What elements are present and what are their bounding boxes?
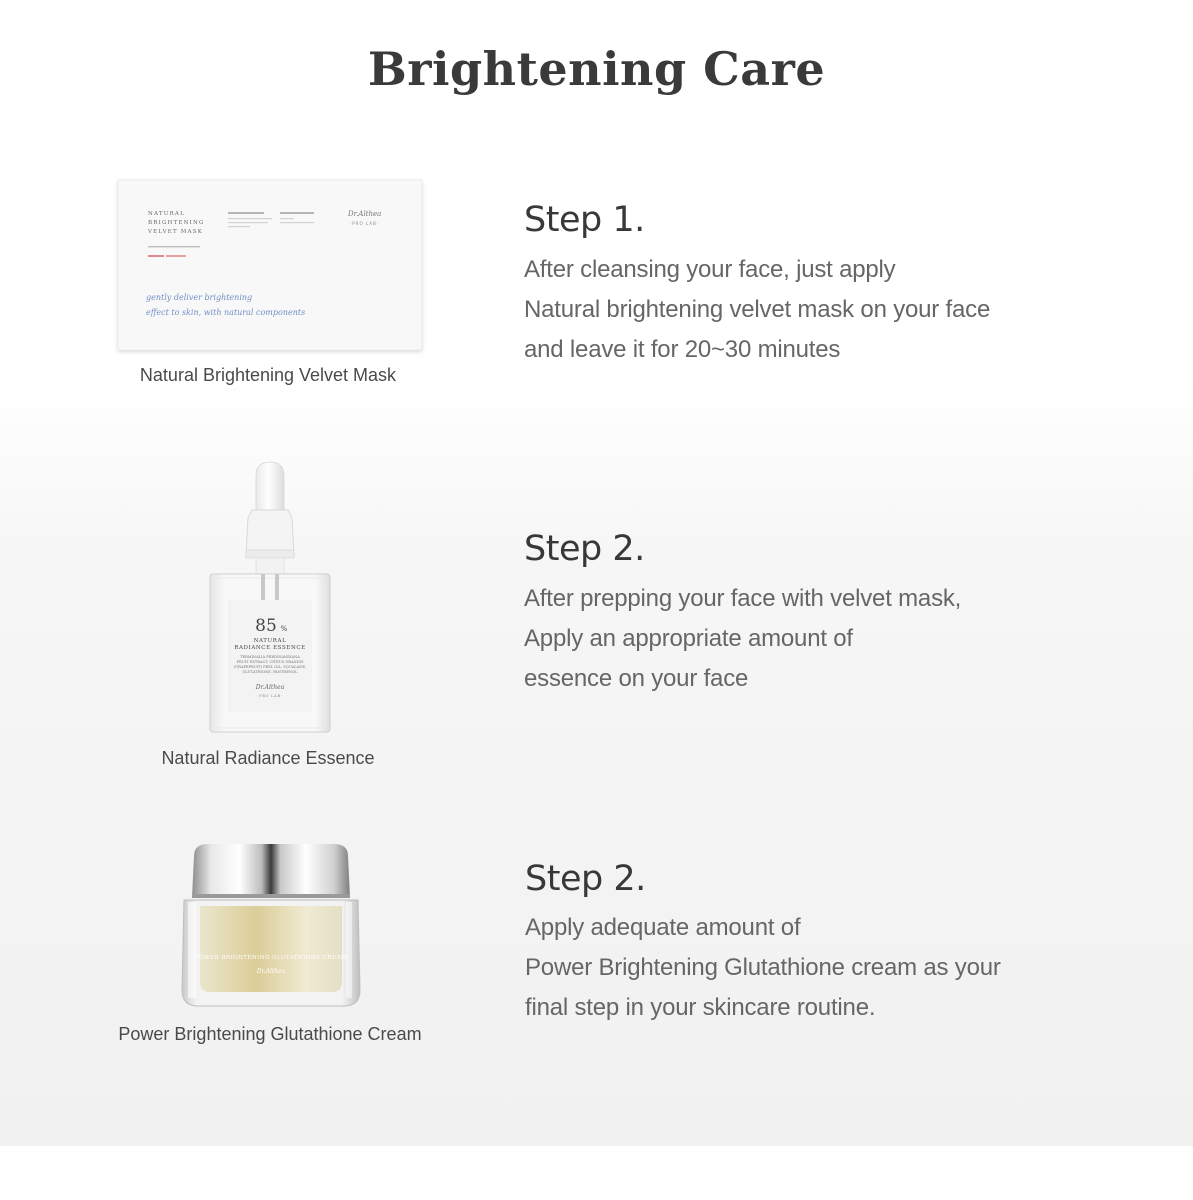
- mask-brand-sub: ·PRO LAB·: [350, 221, 379, 226]
- step-3-line-2: Power Brightening Glutathione cream as your: [525, 954, 1001, 981]
- essence-name-line-2: RADIANCE ESSENCE: [234, 645, 306, 651]
- step-2-line-1: After prepping your face with velvet mask,: [524, 585, 962, 612]
- essence-percent: 85: [255, 616, 277, 636]
- essence-ingredients-1: TERMINALIA FERDINANDIANA: [240, 655, 300, 659]
- step-3-description: [525, 908, 1001, 1028]
- step-2-title: Step 2.: [524, 529, 645, 569]
- step-1-description: [524, 250, 990, 370]
- mask-handwriting-line-1: gently deliver brightening: [146, 293, 253, 302]
- mask-brand: Dr.Althea: [348, 210, 382, 218]
- cream-jar-brand: Dr.Althea: [256, 968, 286, 975]
- step-1-title: Step 1.: [524, 200, 645, 240]
- step-1-line-1: After cleansing your face, just apply: [524, 256, 896, 283]
- cream-jar-name: POWER BRIGHTENING GLUTATHIONE CREAM: [194, 955, 348, 961]
- essence-ingredients-2: FRUIT EXTRACT, CITRUS GRANDIS: [236, 660, 304, 664]
- mask-pack-icon: [112, 176, 428, 356]
- dropper-bottle-icon: [200, 460, 340, 738]
- essence-percent-sign: %: [280, 625, 288, 633]
- essence-ingredients-4: GLUTATHIONE, PANTHENOL: [242, 670, 298, 674]
- mask-name-line-1: NATURAL: [148, 211, 185, 217]
- mask-name-line-3: VELVET MASK: [148, 229, 204, 235]
- step-3-title: Step 2.: [525, 859, 646, 899]
- step-3-line-1: Apply adequate amount of: [525, 914, 801, 941]
- step-2-description: [524, 579, 961, 699]
- product-caption-mask: Natural Brightening Velvet Mask: [139, 365, 397, 385]
- step-1-line-2: Natural brightening velvet mask on your face: [524, 296, 991, 323]
- step-1-line-3: and leave it for 20~30 minutes: [524, 336, 841, 363]
- step-3-line-3: final step in your skincare routine.: [525, 994, 876, 1021]
- essence-name-line-1: NATURAL: [253, 638, 287, 644]
- essence-brand-sub: ·PRO LAB·: [257, 694, 283, 698]
- essence-brand: Dr.Althea: [255, 684, 285, 691]
- cream-jar-icon: [178, 840, 364, 1012]
- step-2-line-3: essence on your face: [524, 665, 749, 692]
- essence-ingredients-3: (GRAPEFRUIT) PEEL OIL, SQUALANE,: [233, 665, 307, 669]
- page-title: Brightening Care: [367, 42, 826, 96]
- product-caption-essence: Natural Radiance Essence: [161, 748, 375, 768]
- step-2-line-2: Apply an appropriate amount of: [524, 625, 853, 652]
- mask-name-line-2: BRIGHTENING: [148, 220, 205, 226]
- product-caption-cream: Power Brightening Glutathione Cream: [118, 1024, 422, 1044]
- mask-handwriting-line-2: effect to skin, with natural components: [146, 308, 306, 317]
